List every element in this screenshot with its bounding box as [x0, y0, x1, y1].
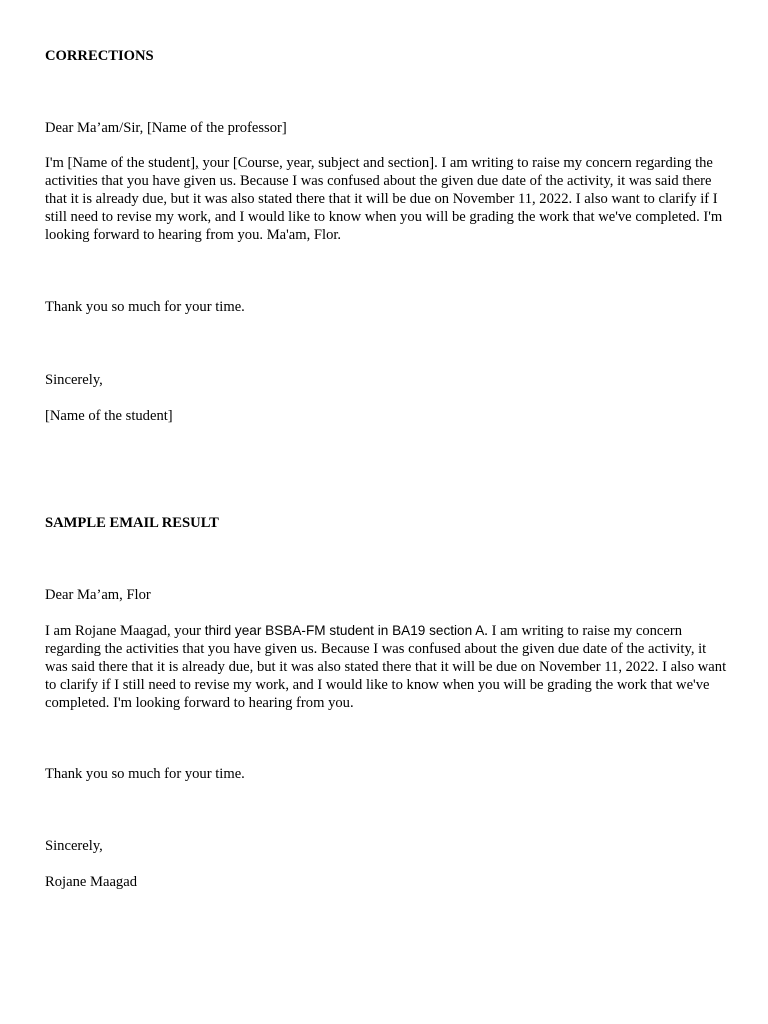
corrections-closing: Sincerely,: [45, 372, 103, 388]
corrections-body-part1: I'm [Name of the student]: [45, 155, 196, 171]
corrections-greeting: Dear Ma’am/Sir, [Name of the professor]: [45, 120, 287, 136]
sample-body-part4: . I am writing to raise my concern regarding the activities that you have given us. Because I was confused about the given due date of the activity, it was said there that it is already due, but it was also stated there that it will be due on November 11, 2022. I also want to clarify if I still need to revise my work, and I would like to know when you will be grading the work that we've completed. I'm looking forward to hearing from you.: [45, 623, 727, 711]
corrections-body-comma: ,: [195, 155, 199, 171]
sample-heading: SAMPLE EMAIL RESULT: [45, 515, 219, 531]
sample-thanks: Thank you so much for your time.: [45, 766, 245, 782]
corrections-thanks: Thank you so much for your time.: [45, 299, 245, 315]
sample-body-part2: your: [170, 623, 205, 639]
sample-body-part1: I am Rojane Maagad: [45, 623, 167, 639]
sample-signature: Rojane Maagad: [45, 874, 137, 890]
sample-body-part3: third year BSBA-FM student in BA19 section A: [204, 623, 485, 638]
corrections-body: [45, 154, 727, 244]
corrections-body-part2: your [Course, year, subject and section]. I am writing to raise my concern regarding the activities that you have given us. Because I was confused about the given due date of the activity, it was said there that it is already due, but it was also stated there that it will be due on November 11, 2022. I also want to clarify if I still need to revise my work, and I would like to know when you will be grading the work that we've completed. I'm looking forward to hearing from you. Ma'am, Flor.: [45, 155, 723, 243]
sample-body: [45, 622, 727, 712]
sample-closing: Sincerely,: [45, 838, 103, 854]
corrections-heading: CORRECTIONS: [45, 48, 154, 64]
sample-body-comma: ,: [166, 623, 171, 639]
corrections-signature: [Name of the student]: [45, 408, 173, 424]
sample-greeting: Dear Ma’am, Flor: [45, 587, 151, 603]
